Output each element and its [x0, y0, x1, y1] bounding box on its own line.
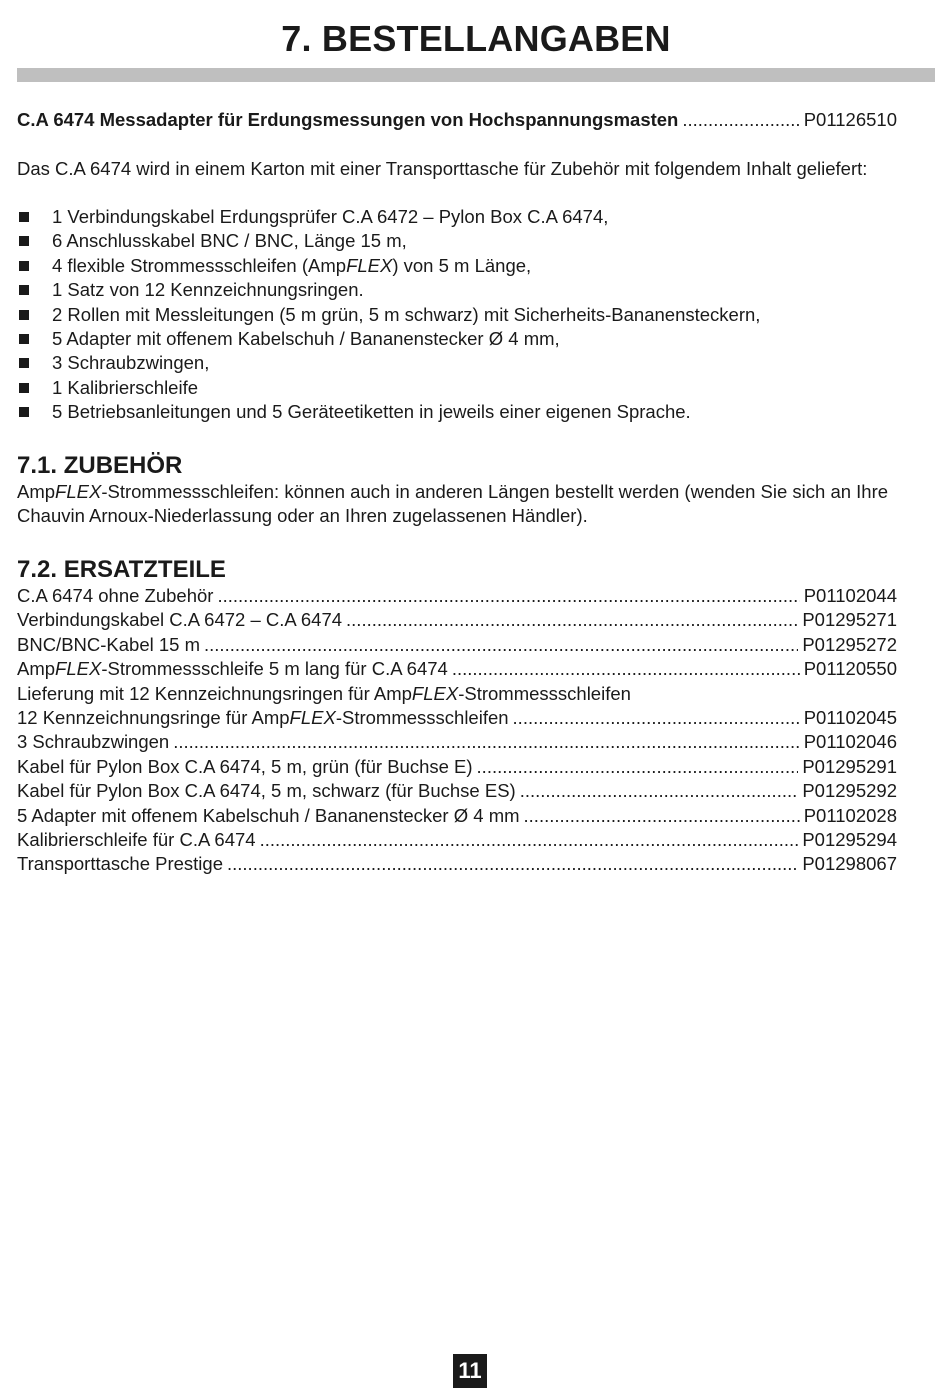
square-bullet-icon — [19, 261, 29, 271]
spare-part-row — [17, 584, 897, 608]
leader-dots — [477, 755, 799, 779]
spare-part-label — [17, 755, 473, 779]
spare-part-label-text: -Strommessschleifen — [335, 706, 509, 728]
leader-dots — [217, 584, 799, 608]
spare-part-code: P01102046 — [803, 731, 897, 753]
spare-part-label — [17, 828, 256, 852]
spare-part-code: P01298067 — [802, 853, 897, 875]
leader-dots — [682, 108, 799, 132]
spare-part-code: P01102028 — [803, 804, 897, 826]
zubehoer-text-pre: Amp — [17, 481, 56, 502]
spare-part-label-emphasis: FLEX — [55, 658, 102, 680]
leader-dots — [227, 852, 798, 876]
spare-part-label — [17, 706, 509, 730]
list-item-text: 2 Rollen mit Messleitungen (5 m grün, 5 m schwarz) mit Sicherheits-Bananensteckern, — [52, 303, 761, 325]
square-bullet-icon — [19, 310, 29, 320]
spare-part-row — [17, 755, 897, 779]
leader-dots — [346, 608, 798, 632]
spare-part-label-text: Kabel für Pylon Box C.A 6474, 5 m, schwarz (für Buchse ES) — [17, 780, 516, 802]
spare-part-label-emphasis: FLEX — [411, 682, 459, 704]
spare-part-row — [17, 779, 897, 803]
square-bullet-icon — [19, 383, 29, 393]
spare-part-row — [17, 828, 897, 852]
page-number: 11 — [453, 1354, 487, 1388]
spare-part-label-text: -Strommessschleife 5 m lang für C.A 6474 — [101, 658, 448, 680]
spare-part-label — [17, 633, 200, 657]
list-item — [17, 205, 935, 229]
list-item — [17, 327, 935, 351]
spare-part-row — [17, 730, 897, 754]
list-item-text: 1 Satz von 12 Kennzeichnungsringen. — [52, 279, 364, 301]
spare-part-label-text: C.A 6474 ohne Zubehör — [17, 585, 214, 606]
list-item-text: ) von 5 m Länge, — [392, 254, 532, 276]
list-item-text: 3 Schraubzwingen, — [52, 352, 210, 374]
spare-part-label-text: Lieferung mit 12 Kennzeichnungsringen für Amp — [17, 682, 412, 704]
square-bullet-icon — [19, 407, 29, 417]
leader-dots — [260, 828, 799, 852]
spare-part-label-emphasis: FLEX — [289, 706, 336, 728]
list-item — [17, 254, 935, 278]
list-item-text: 6 Anschlusskabel BNC / BNC, Länge 15 m, — [52, 230, 407, 252]
main-product-name: C.A 6474 Messadapter für Erdungsmessungen von Hochspannungsmasten — [17, 109, 679, 130]
list-item-text: 1 Kalibrierschleife — [52, 376, 199, 398]
spare-part-label — [17, 657, 448, 681]
leader-dots — [173, 730, 800, 754]
list-item-emphasis: FLEX — [346, 254, 393, 276]
list-item — [17, 376, 935, 400]
delivery-contents-list — [17, 205, 935, 425]
spare-part-row — [17, 657, 897, 681]
spare-part-label-text: 3 Schraubzwingen — [17, 731, 170, 753]
spare-part-label-text: 12 Kennzeichnungsringe für Amp — [17, 706, 290, 728]
spare-part-label — [17, 584, 213, 608]
section-heading-ersatzteile: 7.2. ERSATZTEILE — [17, 556, 226, 583]
list-item — [17, 303, 935, 327]
leader-dots — [524, 804, 800, 828]
spare-part-label — [17, 608, 342, 632]
spare-part-label — [17, 730, 169, 754]
square-bullet-icon — [19, 358, 29, 368]
main-product-line — [17, 108, 897, 132]
spare-part-row — [17, 633, 897, 657]
spare-part-code: P01102044 — [803, 585, 897, 606]
list-item-text: 1 Verbindungskabel Erdungsprüfer C.A 6472 – Pylon Box C.A 6474, — [52, 206, 609, 227]
main-product-code: P01126510 — [803, 109, 897, 130]
spare-part-label-text: Transporttasche Prestige — [17, 853, 223, 875]
spare-part-row — [17, 706, 897, 730]
square-bullet-icon — [19, 285, 29, 295]
spare-part-code: P01295292 — [802, 780, 897, 802]
spare-part-label-text: 5 Adapter mit offenem Kabelschuh / Bananenstecker Ø 4 mm — [17, 804, 520, 826]
spare-part-label-text: Kabel für Pylon Box C.A 6474, 5 m, grün (für Buchse E) — [17, 755, 473, 777]
title-underline-bar — [17, 68, 935, 82]
square-bullet-icon — [19, 334, 29, 344]
spare-part-row — [17, 804, 897, 828]
spare-part-code: P01120550 — [803, 658, 897, 680]
list-item-text: 5 Betriebsanleitungen und 5 Geräteetiketten in jeweils einer eigenen Sprache. — [52, 401, 691, 423]
spare-part-code: P01102045 — [803, 706, 897, 728]
spare-part-row — [17, 682, 897, 706]
leader-dots — [513, 706, 800, 730]
spare-part-label — [17, 779, 516, 803]
list-item — [17, 278, 935, 302]
spare-part-code: P01295294 — [802, 828, 897, 850]
zubehoer-paragraph — [17, 480, 935, 529]
spare-part-label-text: BNC/BNC-Kabel 15 m — [17, 633, 201, 655]
section-heading-zubehoer: 7.1. ZUBEHÖR — [17, 452, 183, 479]
zubehoer-text-em: FLEX — [55, 481, 102, 502]
spare-part-code: P01295291 — [802, 755, 897, 777]
page-title: 7. BESTELLANGABEN — [281, 18, 671, 59]
spare-parts-list — [17, 584, 897, 877]
spare-part-row — [17, 852, 897, 876]
list-item-text: 4 flexible Strommessschleifen (Amp — [52, 254, 347, 276]
leader-dots — [452, 657, 800, 681]
spare-part-label — [17, 804, 520, 828]
spare-part-label-text: Amp — [17, 658, 56, 680]
leader-dots — [520, 779, 799, 803]
square-bullet-icon — [19, 236, 29, 246]
list-item — [17, 229, 935, 253]
list-item — [17, 400, 935, 424]
spare-part-code: P01295272 — [802, 633, 897, 655]
spare-part-label — [17, 682, 631, 706]
leader-dots — [204, 633, 798, 657]
spare-part-label — [17, 852, 223, 876]
square-bullet-icon — [19, 212, 29, 222]
spare-part-row — [17, 608, 897, 632]
intro-paragraph: Das C.A 6474 wird in einem Karton mit einer Transporttasche für Zubehör mit folgendem Inhalt geliefert: — [17, 158, 868, 179]
list-item-text: 5 Adapter mit offenem Kabelschuh / Bananenstecker Ø 4 mm, — [52, 328, 560, 350]
spare-part-label-text: Verbindungskabel C.A 6472 – C.A 6474 — [17, 609, 343, 631]
zubehoer-text-post: -Strommessschleifen: können auch in anderen Längen bestellt werden (wenden Sie sich an Ihre Chauvin Arnoux-Niederlassung oder an Ihren zugelassenen Händler). — [17, 481, 889, 527]
list-item — [17, 351, 935, 375]
spare-part-code: P01295271 — [802, 609, 897, 631]
spare-part-label-text: -Strommessschleifen — [458, 682, 631, 704]
spare-part-label-text: Kalibrierschleife für C.A 6474 — [17, 828, 256, 850]
